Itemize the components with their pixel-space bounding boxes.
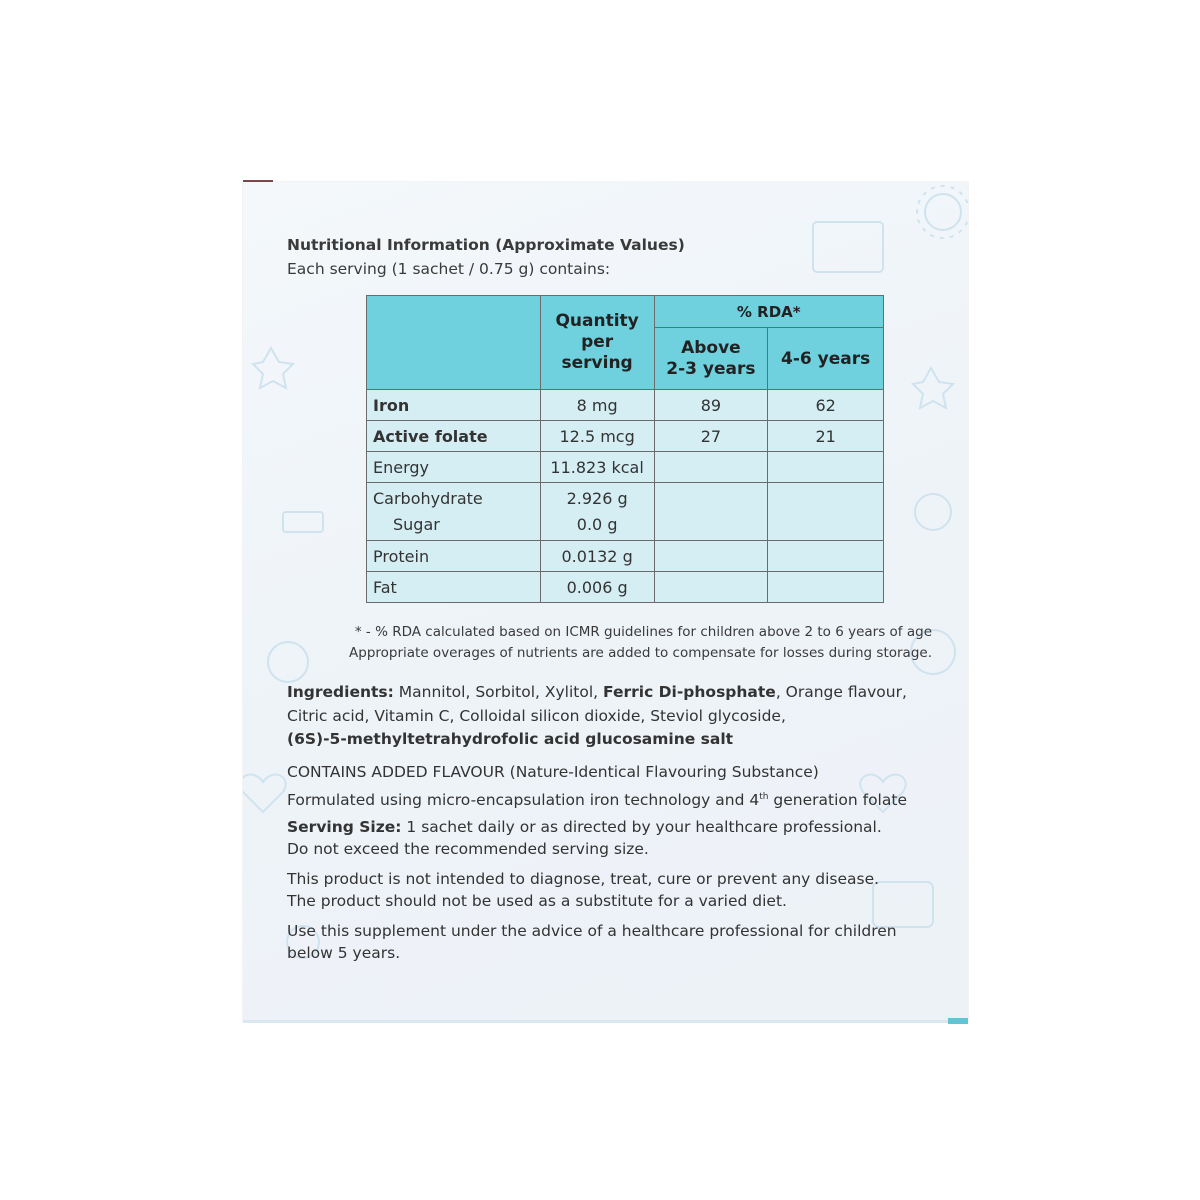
- ingredients-line1: [287, 681, 907, 703]
- table-row: [367, 421, 884, 452]
- flavour-rest: (Nature-Identical Flavouring Substance): [504, 763, 819, 781]
- table-row: [367, 572, 884, 603]
- table-row: [367, 390, 884, 421]
- row-name-main: Carbohydrate: [373, 488, 483, 508]
- row-rda2: [768, 483, 884, 541]
- serving-size-line1: [287, 816, 882, 838]
- row-rda2: [768, 572, 884, 603]
- ingredients-line2: Citric acid, Vitamin C, Colloidal silicon dioxide, Steviol glycoside,: [287, 707, 786, 725]
- row-name: Protein: [367, 541, 541, 572]
- header-age2: 4-6 years: [768, 328, 884, 390]
- advice-line1: Use this supplement under the advice of a healthcare professional for children: [287, 922, 897, 940]
- ingredients-bold: Ferric Di-phosphate: [603, 683, 776, 701]
- serving-subtitle: Each serving (1 sachet / 0.75 g) contains:: [287, 260, 611, 278]
- ingredients-line3: (6S)-5-methyltetrahydrofolic acid glucosamine salt: [287, 730, 734, 748]
- row-rda1: 89: [654, 390, 768, 421]
- footnote-overages: Appropriate overages of nutrients are added to compensate for losses during storage.: [349, 645, 932, 661]
- disclaimer-line2: The product should not be used as a substitute for a varied diet.: [287, 892, 787, 910]
- row-rda2: 21: [768, 421, 884, 452]
- flavour-caps: CONTAINS ADDED FLAVOUR: [287, 763, 505, 781]
- table-row: [367, 541, 884, 572]
- header-quantity-l2: per: [581, 332, 614, 352]
- ingredients-text: Mannitol, Sorbitol, Xylitol,: [393, 683, 604, 701]
- ingredients-text: , Orange flavour,: [775, 683, 907, 701]
- box-bottom-edge: [243, 1020, 968, 1023]
- row-name: Iron: [367, 390, 541, 421]
- advice-line2: below 5 years.: [287, 944, 401, 962]
- header-blank: [367, 296, 541, 390]
- table-row: [367, 483, 884, 541]
- header-rda: % RDA*: [654, 296, 883, 328]
- disclaimer-line1: This product is not intended to diagnose, treat, cure or prevent any disease.: [287, 870, 880, 888]
- row-qty: 0.006 g: [540, 572, 654, 603]
- ingredients-label: Ingredients:: [287, 683, 394, 701]
- row-rda2: [768, 452, 884, 483]
- row-qty: 8 mg: [540, 390, 654, 421]
- row-qty: 12.5 mcg: [540, 421, 654, 452]
- header-quantity-l3: serving: [561, 353, 633, 373]
- row-qty: [540, 483, 654, 541]
- serving-text: 1 sachet daily or as directed by your healthcare professional.: [401, 818, 882, 836]
- row-rda1: [654, 452, 768, 483]
- row-name: Energy: [367, 452, 541, 483]
- formulation-pre: Formulated using micro-encapsulation iron technology and 4: [287, 791, 760, 810]
- formulation-post: generation folate: [768, 791, 907, 810]
- header-quantity: [540, 296, 654, 390]
- formulation-statement: [287, 786, 907, 811]
- row-rda1: [654, 483, 768, 541]
- row-name-sub: Sugar: [393, 514, 440, 534]
- nutrition-table: [366, 295, 884, 603]
- table-header-row: [367, 296, 884, 328]
- header-age1-l1: Above: [681, 337, 741, 358]
- row-rda2: [768, 541, 884, 572]
- footnote-rda: * - % RDA calculated based on ICMR guidelines for children above 2 to 6 years of age: [354, 624, 932, 640]
- formulation-sup: th: [759, 792, 769, 802]
- row-rda2: 62: [768, 390, 884, 421]
- row-name: [367, 483, 541, 541]
- nutrition-title: Nutritional Information (Approximate Values): [287, 236, 685, 254]
- header-age1-l2: 2-3 years: [666, 358, 756, 379]
- header-age1: [654, 328, 768, 390]
- row-qty-sub: 0.0 g: [576, 514, 618, 534]
- row-rda1: [654, 572, 768, 603]
- row-qty: 0.0132 g: [540, 541, 654, 572]
- header-quantity-l1: Quantity: [555, 311, 639, 331]
- serving-size-line2: Do not exceed the recommended serving size.: [287, 840, 649, 858]
- row-rda1: [654, 541, 768, 572]
- row-name: Fat: [367, 572, 541, 603]
- row-qty-main: 2.926 g: [566, 488, 628, 508]
- flavour-statement: [287, 761, 819, 783]
- row-rda1: 27: [654, 421, 768, 452]
- row-qty: 11.823 kcal: [540, 452, 654, 483]
- table-row: [367, 452, 884, 483]
- row-name: Active folate: [367, 421, 541, 452]
- serving-label: Serving Size:: [287, 818, 402, 836]
